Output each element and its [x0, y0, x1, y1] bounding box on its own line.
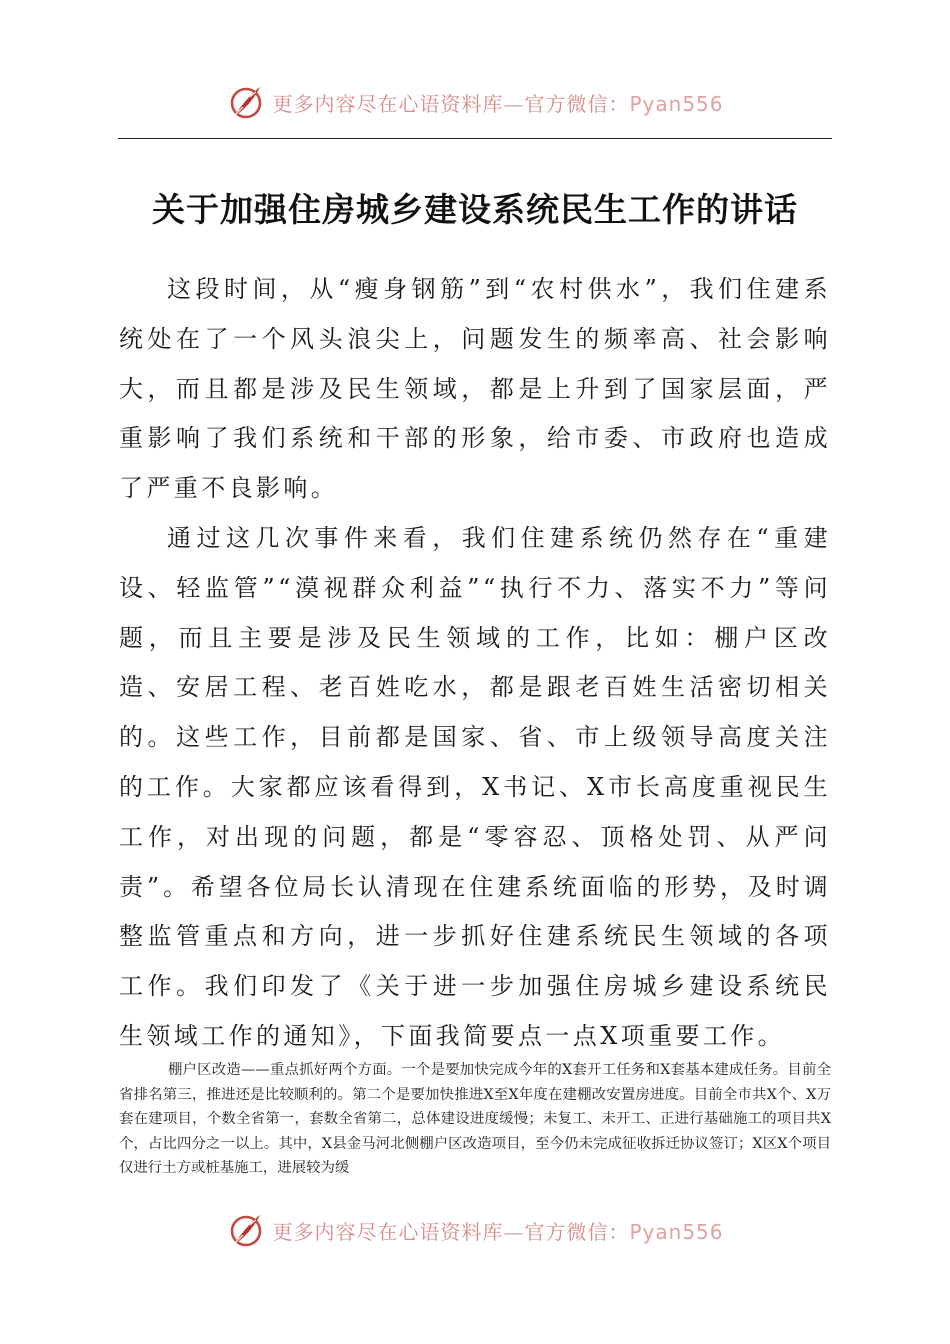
header-watermark — [0, 80, 950, 124]
watermark-label: 官方微信： — [524, 91, 630, 116]
header-divider — [118, 138, 832, 139]
small-paragraph: 棚户区改造——重点抓好两个方面。一个是要加快完成今年的X套开工任务和X套基本建成任务。目前全省排名第三，推进还是比较顺利的。第二个是要加快推进X至X年度在建棚改安置房进度。目前全市共X个、X万套在建项目，个数全省第一，套数全省第二，总体建设进度缓慢；未复工、未开工、正进行基础施工的项目共X个，占比四分之一以上。其中，X县金马河北侧棚户区改造项目，至今仍未完成征收拆迁协议签订；X区X个项目仅进行土方或桩基施工，进展较为缓 — [119, 1062, 831, 1177]
quill-pen-circle-icon — [226, 1210, 266, 1250]
body-paragraph: 通过这几次事件来看，我们住建系统仍然存在“重建设、轻监管”“漠视群众利益”“执行不力、落实不力”等问题，而且主要是涉及民生领域的工作，比如：棚户区改造、安居工程、老百姓吃水，都是跟老百姓生活密切相关的。这些工作，目前都是国家、省、市上级领导高度关注的工作。大家都应该看得到，X书记、X市长高度重视民生工作，对出现的问题，都是“零容忍、顶格处罚、从严问责”。希望各位局长认清现在住建系统面临的形势，及时调整监管重点和方向，进一步抓好住建系统民生领域的各项工作。我们印发了《关于进一步加强住房城乡建设系统民生领域工作的通知》，下面我简要点一点X项重要工作。 — [119, 523, 831, 1050]
watermark-text — [272, 1216, 723, 1245]
watermark-brand: 更多内容尽在心语资料库 — [272, 91, 504, 116]
document-title: 关于加强住房城乡建设系统民生工作的讲话 — [152, 190, 798, 229]
body-paragraph: 这段时间，从“瘦身钢筋”到“农村供水”，我们住建系统处在了一个风头浪尖上，问题发生的频率高、社会影响大，而且都是涉及民生领域，都是上升到了国家层面，严重影响了我们系统和干部的形象，给市委、市政府也造成了严重不良影响。 — [119, 275, 831, 503]
document-body — [119, 265, 831, 1062]
watermark-text — [272, 88, 723, 117]
footer-watermark — [0, 1208, 950, 1252]
watermark-wechat-id: Pyan556 — [629, 1219, 724, 1244]
watermark-label: 官方微信： — [524, 1219, 630, 1244]
watermark-separator: — — [503, 91, 525, 116]
quill-pen-circle-icon — [226, 82, 266, 122]
document-body-small — [119, 1058, 831, 1181]
watermark-separator: — — [503, 1219, 525, 1244]
watermark-wechat-id: Pyan556 — [629, 91, 724, 116]
watermark-brand: 更多内容尽在心语资料库 — [272, 1219, 504, 1244]
